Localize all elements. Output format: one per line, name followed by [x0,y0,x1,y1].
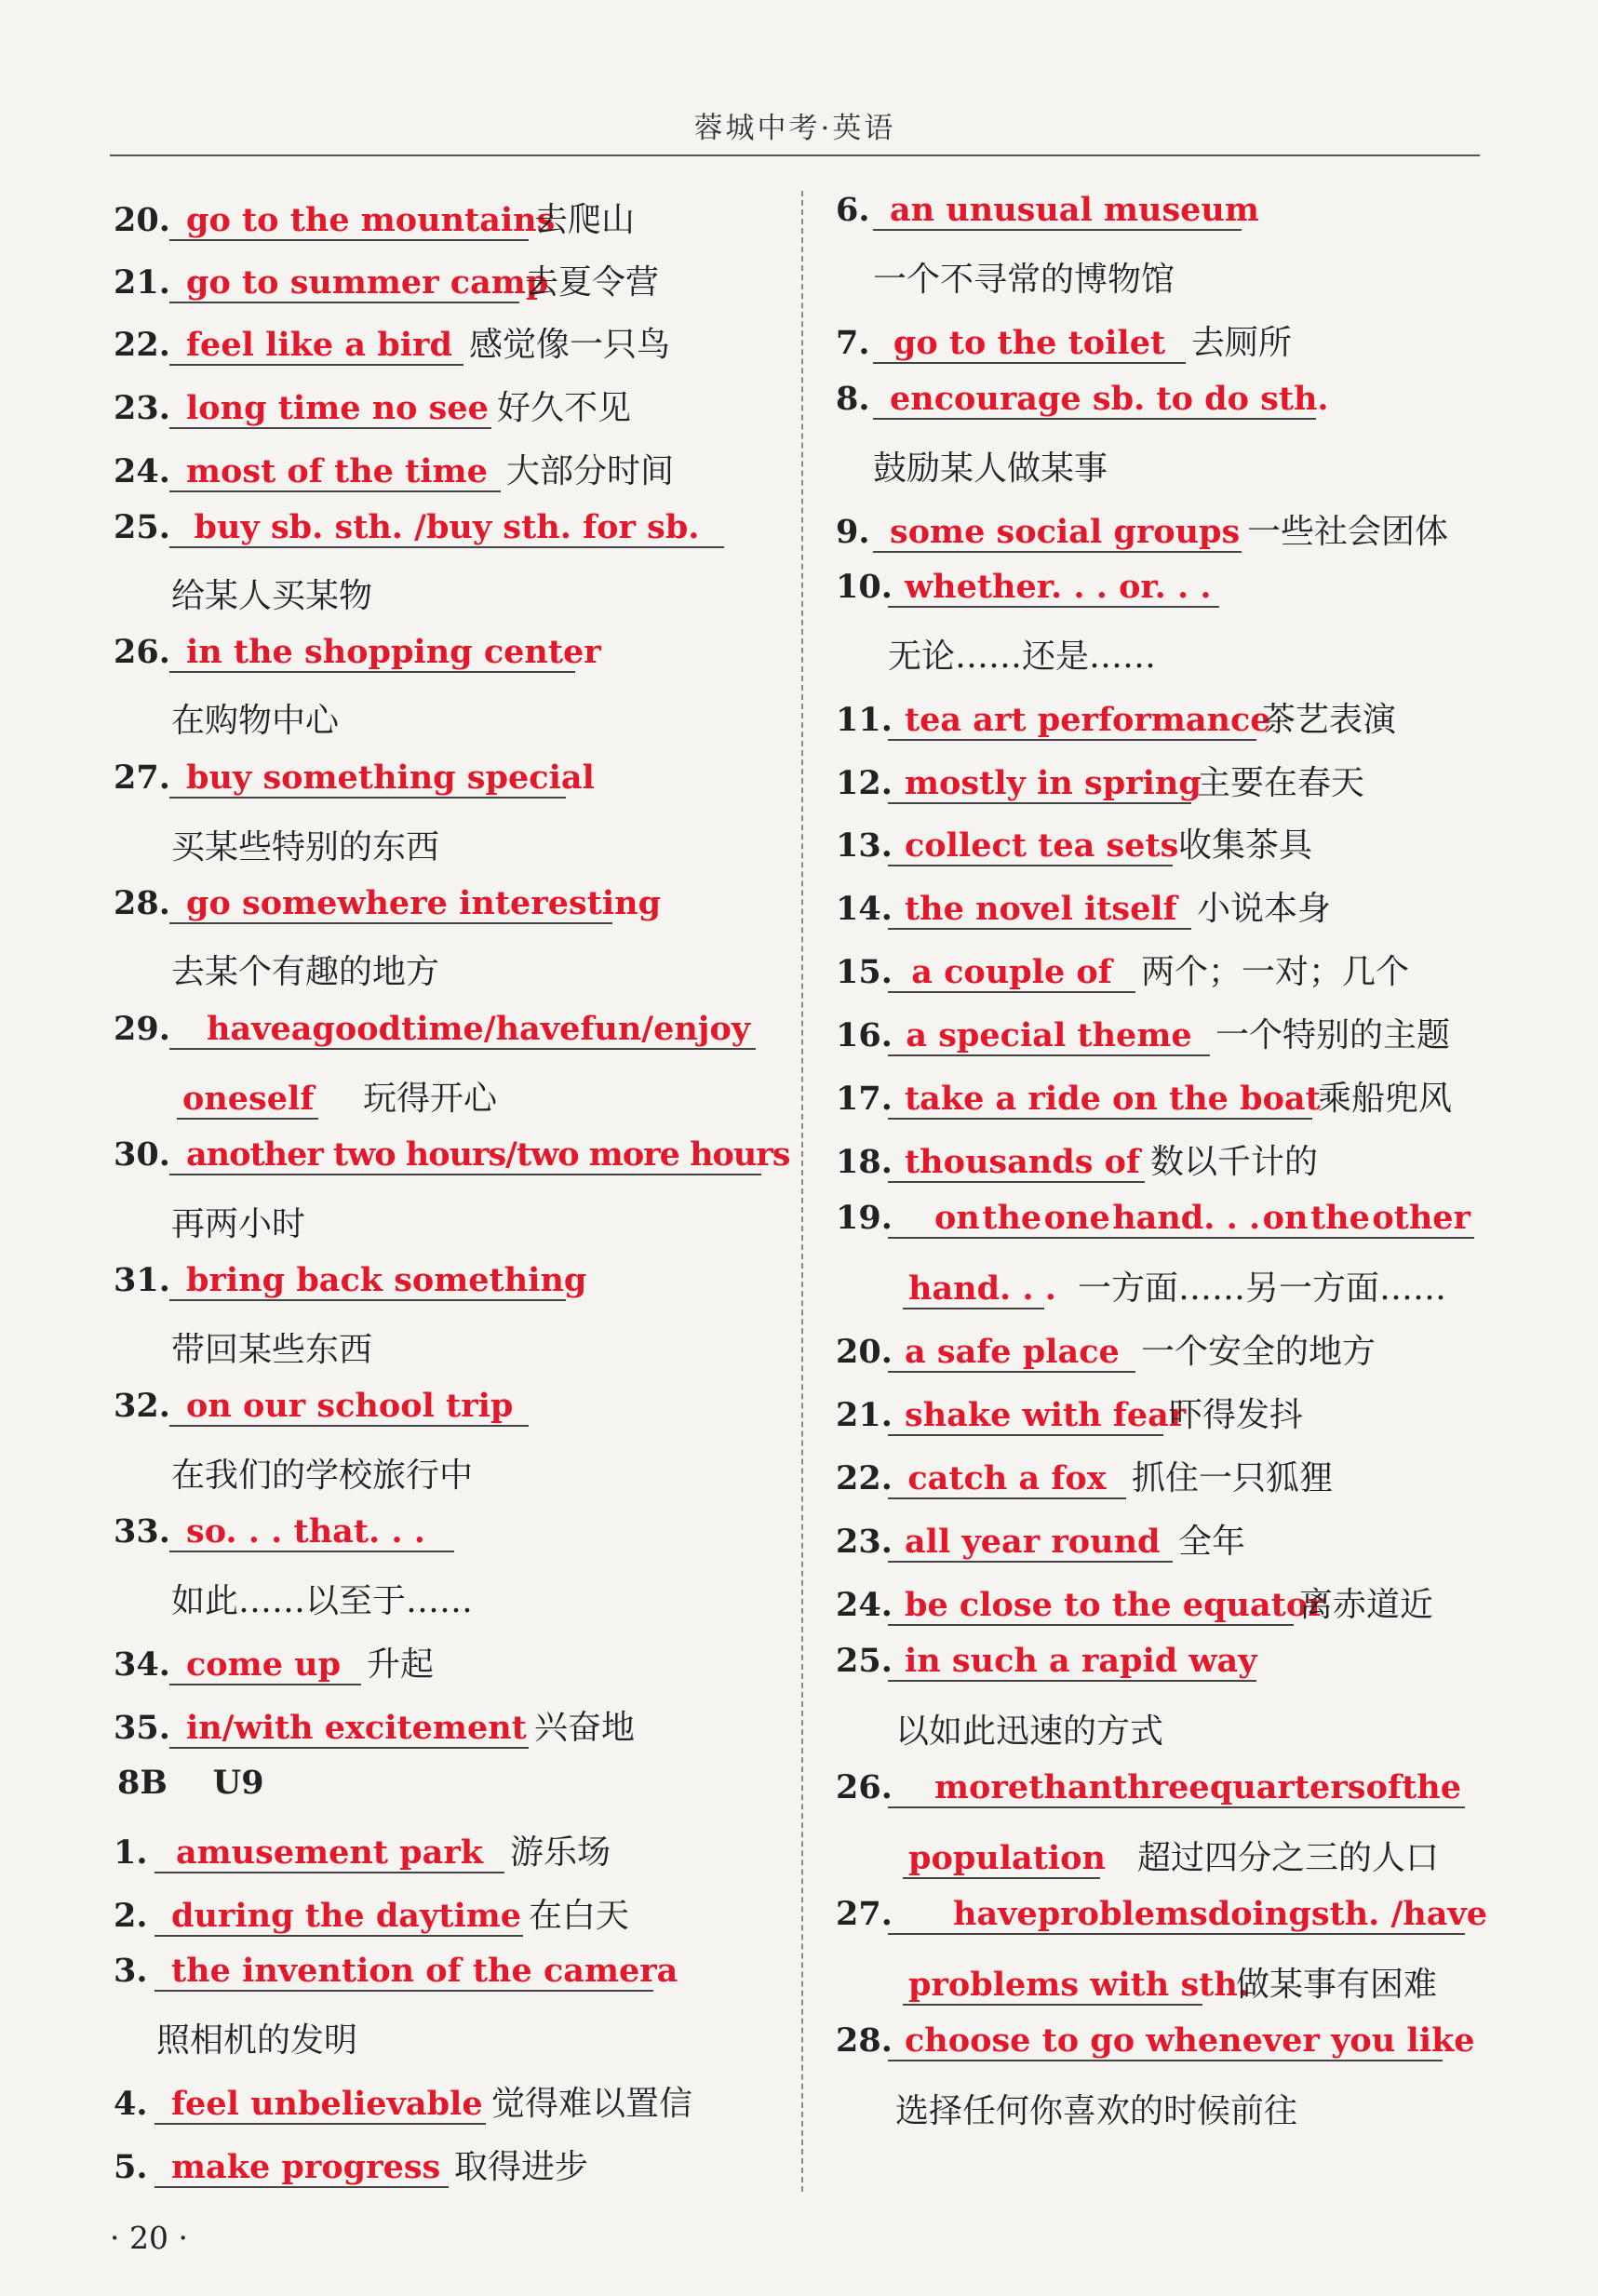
list-item [836,946,1409,993]
chinese-gloss: 在白天 [529,1897,630,1935]
item-number: 21. [836,1396,893,1434]
list-item [836,1515,1245,1563]
list-item [114,633,601,673]
list-item [114,318,670,366]
answer-text: in the shopping center [169,635,575,673]
item-number: 21. [114,263,170,302]
list-item [114,1261,587,1301]
answer-word: one [1043,1199,1110,1237]
answer-text: buy sb. sth. /buy sth. for sb. [169,510,724,548]
chinese-gloss: 选择任何你喜欢的时候前往 [895,2092,1298,2130]
item-number: 15. [836,953,893,991]
chinese-gloss: 在我们的学校旅行中 [171,1457,474,1495]
answer-text [888,1770,1465,1808]
list-item [114,1010,756,1050]
answer-text: be close to the equator [888,1588,1294,1626]
answer-text: go to the mountains [169,203,529,241]
list-item [836,1325,1376,1373]
list-item [114,759,595,799]
answer-text: an unusual museum [873,193,1242,231]
item-number: 23. [114,389,170,427]
list-item-continuation [903,1832,1439,1879]
chinese-gloss: 一些社会团体 [1247,513,1449,551]
list-item [114,884,662,924]
list-item [836,191,1259,231]
chinese-gloss: 鼓励某人做某事 [873,450,1108,488]
chinese-gloss: 吓得发抖 [1169,1396,1304,1434]
chinese-gloss: 升起 [367,1645,435,1684]
section-label: 8B U9 [117,1764,264,1802]
answer-text: on our school trip [169,1389,529,1427]
item-number: 31. [114,1261,170,1299]
chinese-gloss: 小说本身 [1197,890,1332,928]
list-item [836,757,1364,804]
answer-word: time/have [401,1010,581,1048]
chinese-gloss: 数以千计的 [1150,1143,1319,1181]
chinese-gloss: 带回某些东西 [171,1331,373,1369]
answer-text: another two hours/two more hours [169,1137,761,1175]
answer-text: all year round [888,1524,1173,1563]
chinese-gloss: 觉得难以置信 [491,2085,693,2123]
answer-text: a couple of [888,955,1135,993]
chinese-gloss: 茶艺表演 [1262,701,1397,739]
list-item [836,1895,1488,1935]
chinese-gloss: 乘船兜风 [1318,1080,1453,1118]
answer-word: quarters [1209,1768,1366,1806]
item-number: 9. [836,513,870,551]
chinese-gloss: 去爬山 [534,201,636,239]
chinese-gloss: 玩得开心 [363,1080,498,1118]
answer-text: come up [169,1647,361,1685]
list-item [836,1768,1465,1808]
item-number: 26. [836,1768,893,1806]
list-item [114,1638,434,1685]
chinese-gloss: 离赤道近 [1299,1586,1434,1624]
answer-text: long time no see [169,391,491,429]
answer-text: go to summer camp [169,265,519,303]
list-item [836,568,1219,608]
chinese-gloss: 给某人买某物 [171,577,373,615]
list-item [836,1389,1303,1436]
list-item [114,1701,635,1749]
item-number: 30. [114,1135,170,1174]
list-item [836,505,1448,553]
list-item [114,1512,454,1552]
item-number: 27. [114,759,170,797]
chinese-gloss: 超过四分之三的人口 [1137,1839,1440,1877]
answer-text: oneself [177,1081,318,1120]
list-item [836,2021,1475,2061]
list-item [114,194,635,241]
item-number: 10. [836,568,893,606]
list-item [836,1642,1256,1682]
answer-text: problems with sth. [903,1967,1202,2006]
item-number: 23. [836,1523,893,1561]
chinese-gloss: 以如此迅速的方式 [895,1712,1164,1751]
list-item [836,1578,1433,1626]
chinese-gloss: 一个安全的地方 [1141,1333,1376,1371]
list-item [114,1826,611,1873]
item-number: 32. [114,1387,170,1425]
answer-text: the invention of the camera [154,1954,653,1992]
list-item [114,1135,790,1175]
page-header: 蓉城中考·英语 [693,112,896,145]
item-number: 1. [114,1833,148,1872]
answer-word: problems [1037,1895,1208,1933]
chinese-gloss: 做某事有困难 [1236,1966,1438,2004]
item-number: 25. [836,1642,893,1680]
chinese-gloss: 去夏令营 [525,263,660,302]
item-number: 26. [114,633,170,671]
item-number: 19. [836,1199,893,1237]
list-item [836,316,1292,364]
answer-word: more [934,1768,1029,1806]
item-number: 12. [836,764,893,802]
chinese-gloss: 买某些特别的东西 [171,828,440,866]
list-item [836,1452,1333,1499]
list-item-continuation [177,1072,497,1120]
answer-text: a safe place [888,1335,1135,1373]
answer-text: some social groups [873,515,1242,553]
chinese-gloss: 好久不见 [497,389,632,427]
item-number: 16. [836,1016,893,1054]
chinese-gloss: 无论……还是…… [888,638,1157,676]
item-number: 25. [114,508,170,546]
column-divider [801,191,803,2192]
answer-text [888,1895,1488,1935]
item-number: 28. [114,884,170,922]
answer-text: go to the toilet [873,326,1186,364]
answer-word: have [207,1010,291,1048]
answer-text: during the daytime [154,1899,523,1937]
answer-word: the [1309,1199,1370,1237]
page-number: · 20 · [110,2220,188,2256]
answer-word: on [1262,1199,1309,1237]
answer-text: feel unbelievable [154,2087,486,2125]
answer-word: a [290,1010,313,1048]
list-item [836,1072,1452,1120]
list-item [114,508,724,548]
item-number: 22. [836,1459,893,1497]
answer-text [888,1201,1474,1239]
chinese-gloss: 兴奋地 [534,1709,636,1747]
answer-word: the [1402,1768,1461,1806]
answer-text: go somewhere interesting [169,886,612,924]
answer-text: the novel itself [888,892,1191,930]
chinese-gloss: 游乐场 [510,1833,611,1872]
answer-text: feel like a bird [169,328,463,366]
list-item [114,256,659,303]
item-number: 28. [836,2021,893,2060]
chinese-gloss: 抓住一只狐狸 [1132,1459,1334,1497]
item-number: 13. [836,826,893,865]
list-item [836,693,1396,741]
answer-word: doing [1207,1895,1311,1933]
answer-word: hand. . . [1112,1199,1261,1237]
chinese-gloss: 一个不寻常的博物馆 [873,261,1175,299]
list-item [114,1952,678,1992]
item-number: 24. [836,1586,893,1624]
item-number: 24. [114,452,170,490]
answer-word: three [1112,1768,1210,1806]
chinese-gloss: 去某个有趣的地方 [171,953,440,991]
answer-text: tea art performance [888,703,1256,741]
answer-text: catch a fox [888,1461,1126,1499]
item-number: 7. [836,324,870,362]
item-number: 27. [836,1895,893,1933]
list-item [836,882,1331,930]
chinese-gloss: 如此……以至于…… [171,1582,474,1620]
answer-text: population [903,1841,1100,1879]
item-number: 2. [114,1897,148,1935]
answer-word: good [312,1010,402,1048]
chinese-gloss: 在购物中心 [171,702,340,740]
answer-word: have [953,1895,1038,1933]
header-rule [110,154,1480,156]
list-item [836,819,1312,866]
list-item [114,445,674,492]
answer-text: most of the time [169,454,501,492]
answer-text: mostly in spring [888,766,1191,804]
answer-text [169,1012,756,1050]
answer-text: shake with fear [888,1398,1163,1436]
list-item [114,1889,629,1937]
list-item [836,1009,1450,1056]
answer-text: amusement park [154,1835,504,1873]
item-number: 33. [114,1512,170,1551]
chinese-gloss: 收集茶具 [1178,826,1313,865]
item-number: 18. [836,1143,893,1181]
item-number: 4. [114,2085,148,2123]
chinese-gloss: 感觉像一只鸟 [469,326,671,364]
item-number: 3. [114,1952,148,1990]
answer-text: collect tea sets [888,828,1173,866]
item-number: 22. [114,326,170,364]
answer-text: in/with excitement [169,1711,529,1749]
item-number: 8. [836,380,870,418]
answer-text: hand. . . [903,1271,1044,1309]
answer-word: fun/enjoy [580,1010,751,1048]
answer-word: the [982,1199,1042,1237]
answer-text: in such a rapid way [888,1644,1256,1682]
chinese-gloss: 主要在春天 [1197,764,1365,802]
item-number: 5. [114,2148,148,2186]
chinese-gloss: 一方面……另一方面…… [1078,1269,1447,1308]
item-number: 14. [836,890,893,928]
answer-text: whether. . . or. . . [888,570,1219,608]
list-item [836,380,1329,420]
item-number: 35. [114,1709,170,1747]
answer-text: encourage sb. to do sth. [873,382,1316,420]
item-number: 11. [836,701,893,739]
list-item [114,2141,588,2188]
answer-word: other [1372,1199,1470,1237]
answer-text: take a ride on the boat [888,1081,1312,1120]
answer-text: bring back something [169,1263,566,1301]
chinese-gloss: 两个；一对；几个 [1141,953,1410,991]
answer-word: on [934,1199,980,1237]
list-item [114,1387,529,1427]
chinese-gloss: 再两小时 [171,1205,306,1243]
answer-word: sth. /have [1310,1895,1488,1933]
answer-text: choose to go whenever you like [888,2023,1443,2061]
list-item [114,2077,692,2125]
item-number: 17. [836,1080,893,1118]
answer-text: so. . . that. . . [169,1514,454,1552]
list-item-continuation [903,1958,1437,2006]
chinese-gloss: 一个特别的主题 [1215,1016,1451,1054]
item-number: 34. [114,1645,170,1684]
list-item-continuation [903,1262,1446,1309]
answer-word: of [1365,1768,1402,1806]
item-number: 20. [836,1333,893,1371]
item-number: 29. [114,1010,170,1048]
answer-text: a special theme [888,1018,1210,1056]
list-item [836,1199,1474,1239]
chinese-gloss: 全年 [1178,1523,1246,1561]
answer-text: buy something special [169,760,566,799]
list-item [114,382,631,429]
answer-text: make progress [154,2150,449,2188]
answer-word: than [1028,1768,1112,1806]
chinese-gloss: 去厕所 [1191,324,1293,362]
item-number: 20. [114,201,170,239]
item-number: 6. [836,191,870,229]
chinese-gloss: 大部分时间 [506,452,675,490]
chinese-gloss: 取得进步 [454,2148,589,2186]
answer-text: thousands of [888,1145,1145,1183]
list-item [836,1135,1318,1183]
chinese-gloss: 照相机的发明 [156,2021,358,2060]
